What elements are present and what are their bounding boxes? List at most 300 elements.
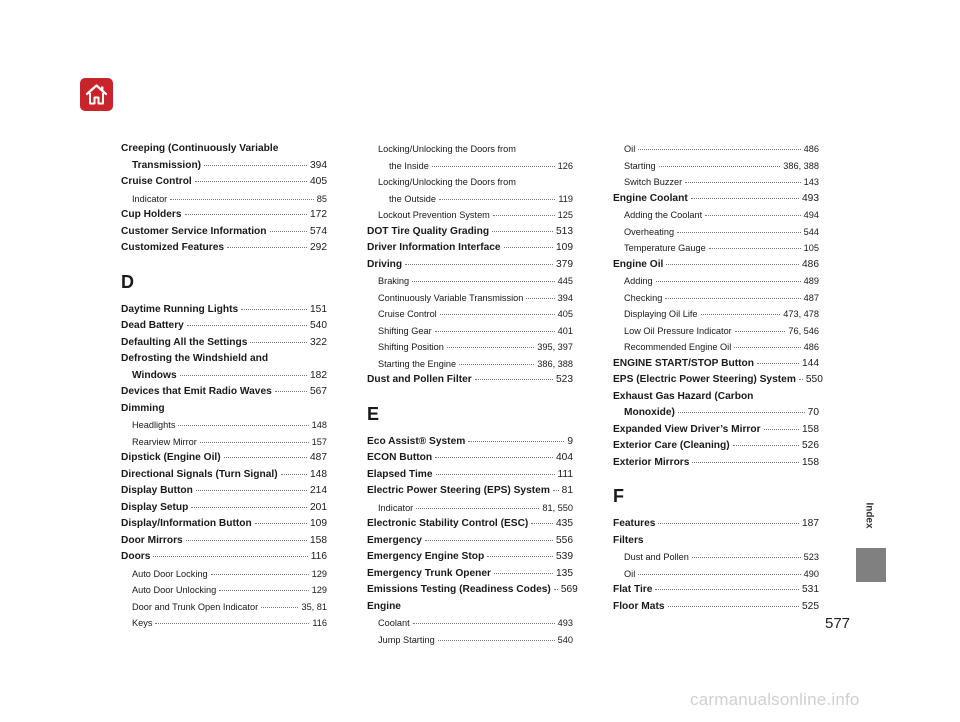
entry-term: Cruise Control (121, 176, 192, 187)
leader-dots (432, 166, 555, 167)
entry-term: Customer Service Information (121, 225, 267, 237)
leader-dots (261, 607, 298, 608)
index-entry[interactable] (367, 450, 573, 467)
entry-pages[interactable]: 70 (807, 407, 819, 418)
entry-pages[interactable]: 158 (310, 534, 327, 546)
leader-dots (191, 507, 307, 508)
entry-pages[interactable]: 35, 81 (301, 601, 327, 612)
entry-term: Emissions Testing (Readiness Codes) (367, 584, 551, 595)
leader-dots (678, 412, 805, 413)
entry-pages[interactable]: 143 (803, 177, 819, 187)
index-subentry[interactable] (367, 356, 573, 373)
index-entry[interactable] (367, 582, 578, 599)
entry-term: Display/Information Button (121, 518, 252, 529)
leader-dots (492, 231, 553, 232)
index-tab[interactable] (856, 548, 886, 582)
index-subentry[interactable] (367, 141, 573, 174)
entry-term: Dust and Pollen Filter (367, 374, 472, 385)
page-number: 577 (825, 615, 851, 632)
index-entry[interactable] (121, 224, 327, 241)
entry-term: Temperature Gauge (624, 243, 706, 253)
index-subentry[interactable] (367, 339, 573, 356)
entry-term: Eco Assist® System (367, 435, 466, 447)
entry-term: Recommended Engine Oil (624, 342, 732, 352)
entry-pages[interactable]: 523 (803, 552, 819, 562)
entry-line (613, 290, 819, 307)
index-subentry[interactable] (121, 417, 327, 434)
entry-pages[interactable]: 487 (803, 292, 819, 303)
index-entry[interactable] (613, 455, 819, 472)
entry-pages[interactable]: 158 (802, 423, 819, 435)
entry-line (121, 335, 327, 352)
entry-pages[interactable]: 214 (310, 485, 327, 496)
index-entry[interactable] (367, 599, 573, 616)
leader-dots (180, 375, 307, 376)
entry-line (613, 273, 819, 290)
leader-dots (170, 199, 314, 200)
entry-term: Display Setup (121, 501, 189, 513)
entry-line (613, 422, 819, 439)
index-entry[interactable] (121, 483, 327, 500)
index-entry[interactable] (367, 372, 573, 389)
index-entry[interactable] (613, 422, 819, 439)
index-subentry[interactable] (613, 158, 819, 175)
leader-dots (656, 281, 801, 282)
entry-pages[interactable]: 105 (803, 243, 819, 253)
entry-term: Dust and Pollen (624, 552, 689, 562)
index-subentry[interactable] (613, 240, 819, 257)
entry-pages[interactable]: 523 (556, 374, 573, 385)
entry-pages[interactable]: 85 (316, 193, 327, 204)
index-entry[interactable] (121, 207, 327, 224)
leader-dots (435, 457, 553, 458)
index-subentry[interactable] (121, 582, 327, 599)
entry-pages[interactable]: 567 (310, 386, 327, 397)
entry-pages[interactable]: 526 (802, 440, 819, 451)
entry-line (613, 207, 819, 224)
entry-pages[interactable]: 405 (310, 176, 327, 187)
entry-pages[interactable]: 148 (311, 420, 327, 430)
entry-line (367, 516, 573, 533)
index-subentry[interactable] (613, 224, 819, 241)
index-entry[interactable] (613, 516, 819, 533)
index-entry[interactable] (121, 549, 327, 566)
entry-line (613, 240, 819, 257)
entry-line (121, 483, 327, 500)
index-entry[interactable] (121, 384, 327, 401)
index-subentry[interactable] (121, 566, 327, 583)
leader-dots (692, 557, 801, 558)
leader-dots (705, 215, 801, 216)
entry-pages[interactable]: 201 (310, 501, 327, 513)
entry-pages[interactable]: 487 (310, 452, 327, 463)
entry-pages[interactable]: 540 (557, 634, 573, 645)
entry-pages[interactable]: 493 (802, 192, 819, 204)
leader-dots (275, 391, 307, 392)
entry-term: Doors (121, 551, 151, 562)
entry-term: Overheating (624, 226, 675, 237)
entry-pages[interactable]: 540 (310, 320, 327, 331)
entry-pages[interactable]: 556 (556, 534, 573, 546)
index-subentry[interactable] (367, 306, 573, 323)
index-entry[interactable] (121, 240, 327, 257)
leader-dots (701, 314, 781, 315)
index-subentry[interactable] (613, 273, 819, 290)
entry-term: Emergency Trunk Opener (367, 567, 491, 579)
entry-line (613, 438, 819, 455)
entry-pages[interactable]: 379 (556, 258, 573, 270)
entry-line (121, 533, 327, 550)
leader-dots (668, 606, 799, 607)
index-entry[interactable] (613, 533, 819, 550)
entry-pages[interactable]: 490 (803, 568, 819, 579)
index-subentry[interactable] (613, 141, 819, 158)
entry-term: Headlights (132, 420, 176, 430)
entry-pages[interactable]: 544 (803, 226, 819, 237)
entry-pages[interactable]: 386, 388 (537, 358, 573, 369)
entry-line (367, 632, 573, 649)
index-entry[interactable] (121, 141, 327, 174)
leader-dots (436, 474, 555, 475)
entry-pages[interactable]: 386, 388 (783, 160, 819, 171)
entry-term: Defaulting All the Settings (121, 336, 248, 348)
index-entry[interactable] (121, 335, 327, 352)
entry-pages[interactable]: 116 (312, 618, 327, 628)
leader-dots (241, 309, 307, 310)
entry-pages[interactable]: 151 (310, 303, 327, 315)
entry-line-2 (367, 191, 573, 208)
index-subentry[interactable] (613, 339, 819, 356)
index-subentry[interactable] (613, 566, 819, 583)
leader-dots (504, 247, 553, 248)
leader-dots (187, 325, 307, 326)
leader-dots (493, 215, 555, 216)
index-subentry[interactable] (367, 207, 573, 224)
index-entry[interactable] (613, 257, 819, 274)
index-entry[interactable] (613, 372, 823, 389)
entry-pages[interactable]: 531 (802, 584, 819, 595)
leader-dots (438, 640, 555, 641)
entry-line-2 (121, 158, 327, 175)
leader-dots (255, 523, 307, 524)
entry-pages[interactable]: 445 (557, 276, 573, 286)
entry-pages[interactable]: 489 (803, 276, 819, 286)
leader-dots (459, 364, 534, 365)
entry-pages[interactable]: 486 (803, 342, 819, 352)
index-subentry[interactable] (613, 174, 819, 191)
index-subentry[interactable] (613, 549, 819, 566)
index-subentry[interactable] (121, 599, 327, 616)
entry-line (121, 582, 327, 599)
index-entry[interactable] (613, 438, 819, 455)
index-section-label[interactable] (859, 470, 879, 560)
leader-dots (764, 429, 799, 430)
entry-line (121, 500, 327, 517)
entry-term: Devices that Emit Radio Waves (121, 386, 272, 397)
entry-pages[interactable]: 9 (567, 435, 573, 447)
leader-dots (665, 298, 800, 299)
entry-pages[interactable]: 158 (802, 456, 819, 468)
leader-dots (554, 589, 558, 590)
index-entry[interactable] (613, 356, 819, 373)
leader-dots (692, 462, 799, 463)
entry-pages[interactable]: 435 (556, 518, 573, 529)
entry-pages[interactable]: 126 (557, 160, 573, 171)
entry-pages[interactable]: 172 (310, 209, 327, 220)
index-entry[interactable] (367, 224, 573, 241)
entry-pages[interactable]: 125 (557, 210, 573, 220)
entry-pages[interactable]: 550 (805, 374, 823, 385)
leader-dots (487, 556, 553, 557)
entry-term: Low Oil Pressure Indicator (624, 325, 732, 336)
entry-pages[interactable]: 486 (803, 144, 819, 154)
index-entry[interactable] (121, 516, 327, 533)
entry-term: Engine (367, 600, 401, 612)
index-subentry[interactable] (613, 207, 819, 224)
entry-term: Exterior Mirrors (613, 456, 690, 468)
entry-term: Emergency Engine Stop (367, 551, 485, 562)
entry-term: Emergency (367, 534, 422, 546)
entry-term: Expanded View Driver’s Mirror (613, 423, 761, 435)
index-subentry[interactable] (367, 615, 573, 632)
entry-line (367, 582, 578, 599)
home-icon (84, 83, 109, 106)
index-entry[interactable] (613, 191, 819, 208)
entry-pages[interactable]: 129 (311, 568, 327, 579)
entry-term: ENGINE START/STOP Button (613, 357, 754, 369)
index-subentry[interactable] (367, 500, 573, 517)
index-subentry[interactable] (367, 290, 573, 307)
entry-line (367, 323, 573, 340)
entry-line (367, 224, 573, 241)
entry-pages[interactable]: 111 (557, 468, 573, 480)
leader-dots (186, 540, 307, 541)
entry-line (367, 467, 573, 484)
entry-term: Starting the Engine (378, 358, 457, 369)
index-entry[interactable] (121, 533, 327, 550)
home-button[interactable] (80, 78, 113, 111)
index-entry[interactable] (367, 533, 573, 550)
leader-dots (691, 198, 799, 199)
index-entry[interactable] (121, 467, 327, 484)
entry-pages[interactable]: 525 (802, 600, 819, 612)
leader-dots (200, 442, 309, 443)
index-entry[interactable] (367, 257, 573, 274)
index-subentry[interactable] (121, 191, 327, 208)
index-entry[interactable] (367, 483, 573, 500)
leader-dots (677, 232, 801, 233)
entry-line-2 (121, 368, 327, 385)
leader-dots (224, 457, 307, 458)
entry-term-continued: Transmission) (132, 159, 202, 171)
leader-dots (799, 379, 803, 380)
index-entry[interactable] (613, 599, 819, 616)
index-entry[interactable] (121, 450, 327, 467)
entry-term: Shifting Gear (378, 325, 432, 336)
index-entry[interactable] (367, 240, 573, 257)
leader-dots (658, 523, 799, 524)
entry-line (121, 207, 327, 224)
section-letter: D (121, 271, 134, 292)
index-column-1 (121, 141, 327, 632)
entry-line (367, 500, 573, 517)
index-entry[interactable] (613, 582, 819, 599)
entry-term: Filters (613, 534, 644, 546)
entry-term: Adding (624, 276, 653, 286)
index-entry[interactable] (367, 434, 573, 451)
entry-pages[interactable]: 135 (556, 567, 573, 579)
entry-line (367, 356, 573, 373)
index-subentry[interactable] (367, 174, 573, 207)
entry-line (121, 224, 327, 241)
leader-dots (250, 342, 307, 343)
entry-pages[interactable]: 322 (310, 336, 327, 348)
entry-line (367, 549, 573, 566)
leader-dots (685, 182, 800, 183)
entry-term: Oil (624, 568, 636, 579)
entry-pages[interactable]: 182 (310, 369, 327, 381)
entry-term: Adding the Coolant (624, 210, 703, 220)
leader-dots (655, 589, 799, 590)
entry-pages[interactable]: 404 (556, 452, 573, 463)
entry-term: Switch Buzzer (624, 177, 683, 187)
entry-line (367, 450, 573, 467)
entry-pages[interactable]: 394 (557, 292, 573, 303)
leader-dots (435, 331, 555, 332)
index-entry[interactable] (121, 318, 327, 335)
index-entry[interactable] (121, 302, 327, 319)
entry-term: Display Button (121, 485, 193, 496)
entry-pages[interactable]: 401 (557, 325, 573, 336)
index-subentry[interactable] (613, 290, 819, 307)
entry-term: DOT Tire Quality Grading (367, 225, 490, 237)
entry-pages[interactable]: 157 (311, 436, 327, 447)
entry-line (367, 290, 573, 307)
entry-pages[interactable]: 513 (556, 225, 573, 237)
entry-pages[interactable]: 569 (560, 584, 578, 595)
index-entry[interactable] (367, 467, 573, 484)
entry-pages[interactable]: 405 (557, 309, 573, 319)
entry-pages[interactable]: 144 (802, 357, 819, 369)
entry-term: Locking/Unlocking the Doors from (378, 177, 516, 187)
leader-dots (425, 540, 553, 541)
index-entry[interactable] (367, 566, 573, 583)
entry-term: Exhaust Gas Hazard (Carbon (613, 390, 754, 402)
entry-pages[interactable]: 494 (803, 210, 819, 220)
entry-pages[interactable]: 486 (802, 258, 819, 270)
entry-pages[interactable]: 493 (557, 618, 573, 628)
entry-pages[interactable]: 539 (556, 551, 573, 562)
entry-term: Electronic Stability Control (ESC) (367, 518, 529, 529)
leader-dots (270, 231, 308, 232)
entry-line (613, 516, 819, 533)
entry-line (367, 566, 573, 583)
entry-pages[interactable]: 473, 478 (783, 309, 819, 319)
index-entry[interactable] (121, 500, 327, 517)
index-entry[interactable] (121, 174, 327, 191)
entry-term: Displaying Oil Life (624, 309, 698, 319)
entry-term: Lockout Prevention System (378, 210, 490, 220)
entry-pages[interactable]: 148 (310, 468, 327, 480)
leader-dots (155, 623, 309, 624)
entry-pages[interactable]: 81, 550 (542, 502, 573, 513)
entry-line (367, 339, 573, 356)
index-subentry[interactable] (121, 434, 327, 451)
entry-pages[interactable]: 187 (802, 518, 819, 529)
entry-line (613, 599, 819, 616)
entry-term: Locking/Unlocking the Doors from (378, 144, 516, 154)
entry-pages[interactable]: 76, 546 (788, 325, 819, 336)
index-subentry[interactable] (367, 273, 573, 290)
index-entry[interactable] (367, 549, 573, 566)
watermark: carmanualsonline.info (690, 690, 860, 709)
entry-pages[interactable]: 129 (311, 585, 327, 595)
entry-term: Driving (367, 258, 403, 270)
entry-term-continued: Windows (132, 369, 177, 381)
index-subentry[interactable] (367, 323, 573, 340)
entry-pages[interactable]: 81 (561, 485, 573, 496)
leader-dots (195, 181, 307, 182)
entry-line (121, 302, 327, 319)
index-subentry[interactable] (367, 632, 573, 649)
entry-line (613, 158, 819, 175)
index-entry[interactable] (121, 401, 327, 418)
entry-line (121, 467, 327, 484)
entry-line (367, 434, 573, 451)
entry-pages[interactable]: 395, 397 (537, 342, 573, 352)
entry-pages[interactable]: 394 (310, 159, 327, 171)
index-entry[interactable] (121, 351, 327, 384)
entry-pages[interactable]: 109 (310, 518, 327, 529)
entry-term: Coolant (378, 618, 410, 628)
entry-line (121, 599, 327, 616)
index-subentry[interactable] (613, 323, 819, 340)
entry-line (121, 615, 327, 632)
entry-pages[interactable]: 109 (556, 242, 573, 253)
index-entry[interactable] (613, 389, 819, 422)
entry-line (367, 257, 573, 274)
leader-dots (153, 556, 307, 557)
entry-term: Rearview Mirror (132, 436, 197, 447)
entry-pages[interactable]: 574 (310, 225, 327, 237)
entry-line (613, 306, 819, 323)
index-entry[interactable] (367, 516, 573, 533)
entry-line (121, 434, 327, 451)
index-subentry[interactable] (613, 306, 819, 323)
entry-line-1 (121, 351, 327, 368)
leader-dots (219, 590, 308, 591)
leader-dots (196, 490, 307, 491)
entry-pages[interactable]: 119 (558, 193, 573, 204)
entry-term: Driver Information Interface (367, 242, 501, 253)
leader-dots (281, 474, 307, 475)
entry-line (367, 207, 573, 224)
section-letter: E (367, 403, 380, 424)
leader-dots (531, 523, 553, 524)
index-column-2 (367, 141, 578, 648)
entry-pages[interactable]: 292 (310, 242, 327, 253)
entry-pages[interactable]: 116 (310, 551, 327, 562)
entry-line-1 (121, 141, 327, 158)
entry-line (121, 174, 327, 191)
leader-dots (227, 247, 307, 248)
entry-term: Dead Battery (121, 320, 184, 331)
entry-term: Braking (378, 276, 410, 286)
index-subentry[interactable] (121, 615, 327, 632)
entry-term: Daytime Running Lights (121, 303, 239, 315)
entry-line (367, 273, 573, 290)
entry-term: Customized Features (121, 242, 225, 253)
